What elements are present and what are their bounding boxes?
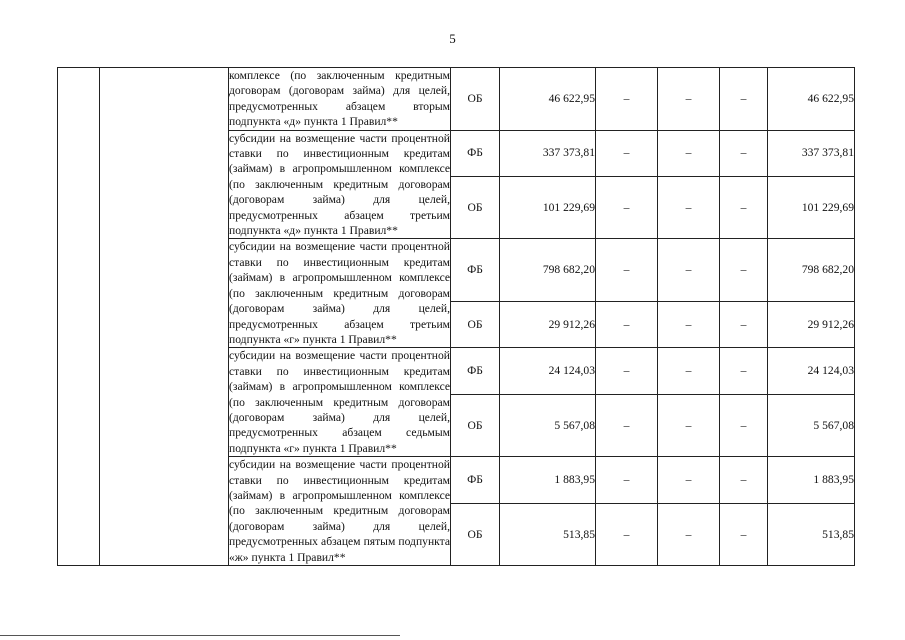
dash-cell: – [596, 348, 658, 395]
dash-cell: – [658, 68, 720, 131]
amount-cell: 101 229,69 [500, 176, 596, 239]
dash-cell: – [720, 176, 768, 239]
total-cell: 513,85 [768, 503, 855, 565]
dash-cell: – [596, 301, 658, 348]
description-cell [229, 348, 451, 457]
dash-cell: – [720, 239, 768, 301]
table-row [58, 68, 855, 131]
description-text: комплексе (по заключенным кредитным договорам (договорам займа) для целей, предусмотренных абзацем вторым подпункта «д» пункта 1 Правил** [229, 69, 450, 129]
description-cell [229, 239, 451, 348]
dash-cell: – [720, 457, 768, 504]
dash-cell: – [596, 239, 658, 301]
dash-cell: – [596, 394, 658, 456]
amount-cell: 337 373,81 [500, 130, 596, 176]
total-cell: 5 567,08 [768, 394, 855, 456]
dash-cell: – [658, 503, 720, 565]
amount-cell: 46 622,95 [500, 68, 596, 131]
source-cell: ОБ [451, 176, 500, 239]
footnote-rule [0, 635, 400, 636]
dash-cell: – [658, 394, 720, 456]
source-cell: ФБ [451, 239, 500, 301]
total-cell: 46 622,95 [768, 68, 855, 131]
dash-cell: – [658, 457, 720, 504]
total-cell: 29 912,26 [768, 301, 855, 348]
dash-cell: – [720, 130, 768, 176]
source-cell: ОБ [451, 503, 500, 565]
description-text: субсидии на возмещение части процентной ставки по инвестиционным кредитам (займам) в агропромышленном комплексе (по заключенным кредитным договорам (договорам займа) для целей, предусмотренных абзацем третьим подпункта «д» пункта 1 Правил** [229, 131, 450, 238]
description-cell [229, 130, 451, 239]
budget-table [57, 67, 855, 566]
dash-cell: – [658, 130, 720, 176]
name-cell [100, 68, 229, 566]
source-cell: ФБ [451, 348, 500, 395]
description-text: субсидии на возмещение части процентной ставки по инвестиционным кредитам (займам) в агропромышленном комплексе (по заключенным кредитным договорам (договорам займа) для целей, предусмотренных абзацем третьим подпункта «г» пункта 1 Правил** [229, 240, 450, 346]
dash-cell: – [658, 176, 720, 239]
dash-cell: – [720, 348, 768, 395]
dash-cell: – [596, 457, 658, 504]
source-cell: ОБ [451, 68, 500, 131]
dash-cell: – [720, 68, 768, 131]
total-cell: 24 124,03 [768, 348, 855, 395]
table-body [58, 68, 855, 566]
dash-cell: – [596, 503, 658, 565]
source-cell: ФБ [451, 457, 500, 504]
total-cell: 337 373,81 [768, 130, 855, 176]
source-cell: ОБ [451, 394, 500, 456]
amount-cell: 513,85 [500, 503, 596, 565]
dash-cell: – [658, 301, 720, 348]
source-cell: ФБ [451, 130, 500, 176]
amount-cell: 24 124,03 [500, 348, 596, 395]
description-text: субсидии на возмещение части процентной ставки по инвестиционным кредитам (займам) в агропромышленном комплексе (по заключенным кредитным договорам (договорам займа) для целей, предусмотренных абзацем пятым подпункта «ж» пункта 1 Правил** [229, 458, 450, 564]
dash-cell: – [596, 130, 658, 176]
amount-cell: 5 567,08 [500, 394, 596, 456]
source-cell: ОБ [451, 301, 500, 348]
amount-cell: 798 682,20 [500, 239, 596, 301]
page-number: 5 [449, 31, 456, 46]
description-cell [229, 68, 451, 131]
dash-cell: – [596, 68, 658, 131]
description-cell [229, 457, 451, 566]
description-text: субсидии на возмещение части процентной ставки по инвестиционным кредитам (займам) в агропромышленном комплексе (по заключенным кредитным договорам (договорам займа) для целей, предусмотренных абзацем седьмым подпункта «г» пункта 1 Правил** [229, 349, 450, 455]
total-cell: 101 229,69 [768, 176, 855, 239]
dash-cell: – [596, 176, 658, 239]
dash-cell: – [658, 348, 720, 395]
amount-cell: 29 912,26 [500, 301, 596, 348]
index-cell [58, 68, 100, 566]
amount-cell: 1 883,95 [500, 457, 596, 504]
dash-cell: – [720, 301, 768, 348]
dash-cell: – [658, 239, 720, 301]
dash-cell: – [720, 394, 768, 456]
dash-cell: – [720, 503, 768, 565]
total-cell: 1 883,95 [768, 457, 855, 504]
total-cell: 798 682,20 [768, 239, 855, 301]
